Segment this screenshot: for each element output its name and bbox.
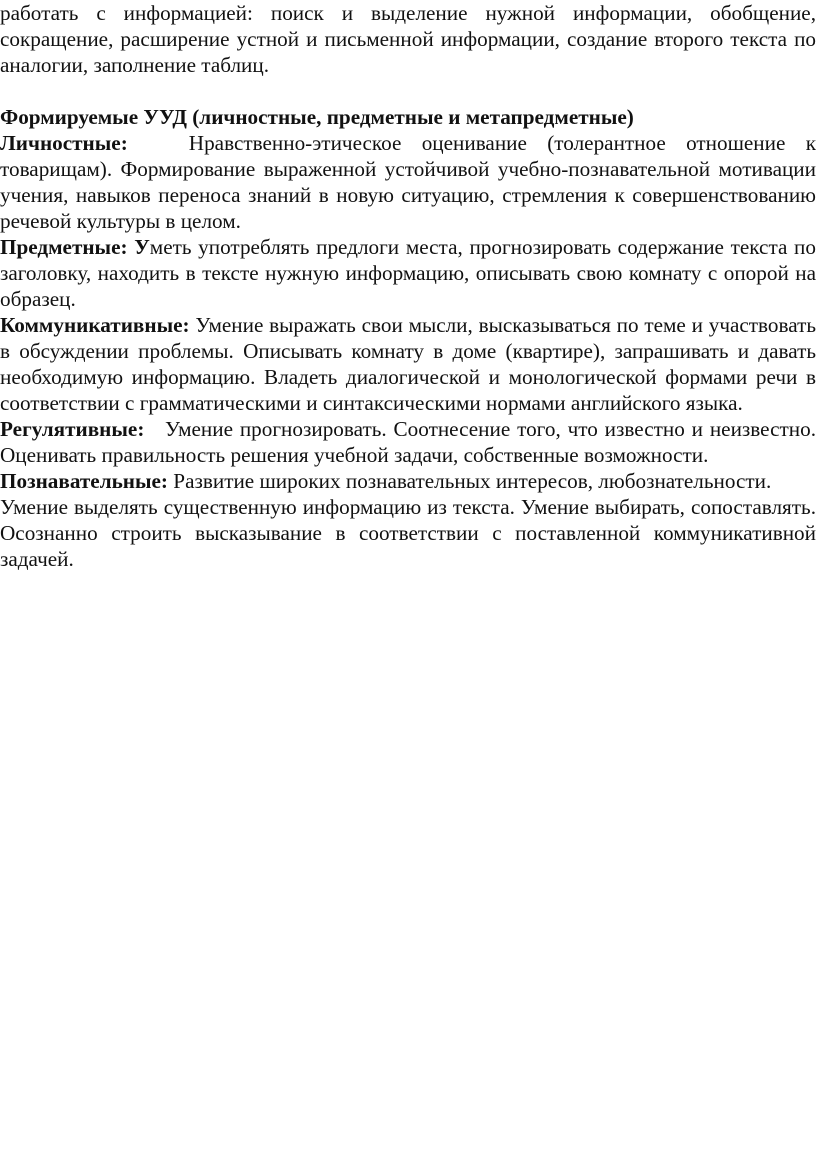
closing-paragraph: Умение выделять существенную информацию из текста. Умение выбирать, сопоставлять. Осознанно строить высказывание в соответствии с поставленной коммуникативной задачей. [0,495,816,571]
regulatory-text: Умение прогнозировать. Соотнесение того, что известно и неизвестно. Оценивать правильность решения учебной задачи, собственные возможности. [0,417,816,467]
cognitive-section [0,468,816,494]
uud-heading: Формируемые УУД (личностные, предметные и метапредметные) [0,105,634,129]
personal-text: Нравственно-этическое оценивание (толерантное отношение к товарищам). Формирование выраженной устойчивой учебно-познавательной мотивации учения, навыков переноса знаний в новую ситуацию, стремления к совершенствованию речевой культуры в целом. [0,131,816,233]
communicative-label: Коммуникативные: [0,313,190,337]
communicative-section [0,312,816,416]
regulatory-section [0,416,816,468]
cognitive-label: Познавательные: [0,469,168,493]
document-page [0,0,816,572]
intro-paragraph: работать с информацией: поиск и выделение нужной информации, обобщение, сокращение, расширение устной и письменной информации, создание второго текста по аналогии, заполнение таблиц. [0,1,816,77]
personal-label: Личностные: [0,131,128,155]
subject-section [0,234,816,312]
personal-section [0,130,816,234]
subject-text: меть употреблять предлоги места, прогнозировать содержание текста по заголовку, находить в тексте нужную информацию, описывать свою комнату с опорой на образец. [0,235,816,311]
regulatory-label: Регулятивные: [0,417,145,441]
communicative-text: Умение выражать свои мысли, высказываться по теме и участвовать в обсуждении проблемы. Описывать комнату в доме (квартире), запрашивать и давать необходимую информацию. Владеть диалогической и монологической формами речи в соответствии с грамматическими и синтаксическими нормами английского языка. [0,313,816,415]
subject-label: Предметные: У [0,235,150,259]
cognitive-text: Развитие широких познавательных интересов, любознательности. [173,469,772,493]
